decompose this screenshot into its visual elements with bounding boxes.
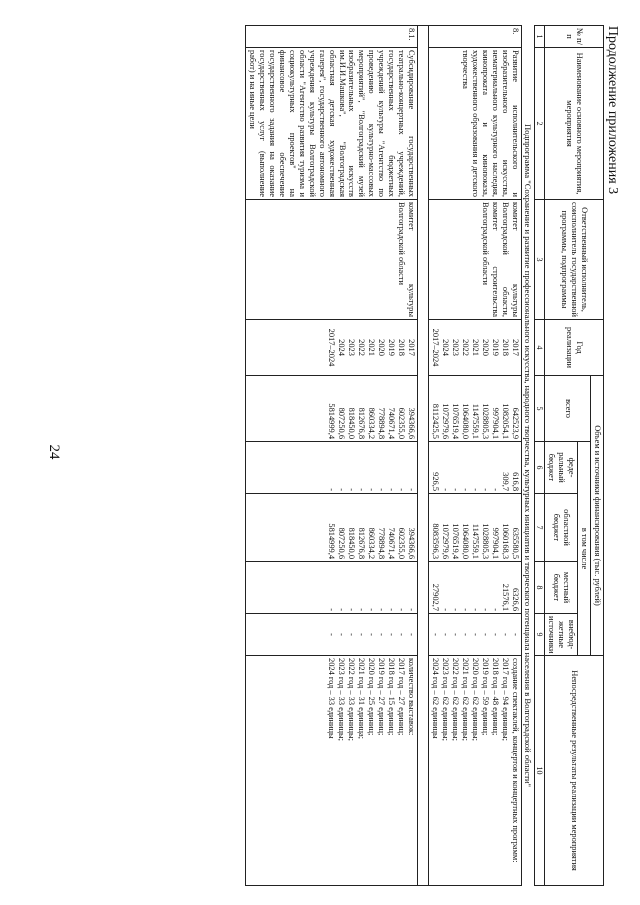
funding-table-sheet — [124, 25, 604, 885]
header-extra: внебюд- жетные источники — [545, 614, 578, 656]
cell-line: 2018 год – 15 единиц; — [386, 658, 396, 736]
cell-line: 1064080,0 — [460, 523, 470, 559]
cell-line: - — [366, 633, 376, 636]
cell-line: - — [356, 488, 366, 491]
cell-line: 2024 год – 62 единицы — [430, 658, 440, 739]
cell-line: - — [396, 633, 406, 636]
row-regional — [246, 494, 417, 562]
row-total — [428, 376, 521, 442]
cell-line: 642523,9 — [510, 407, 520, 439]
cell-line: 2023 год – 33 единицы; — [336, 658, 346, 741]
cell-line: 1072979,6 — [440, 403, 450, 439]
cell-line: - — [490, 633, 500, 636]
cell-line: 635580,5 — [510, 527, 520, 559]
cell-line: 2021 год – 62 единицы; — [460, 658, 470, 741]
cell-line: - — [460, 633, 470, 636]
cell-line: 778894,8 — [376, 407, 386, 439]
cell-line: 8083596,3 — [430, 523, 440, 559]
cell-line: 5814999,4 — [326, 523, 336, 559]
cell-line: 1072979,6 — [440, 523, 450, 559]
cell-line: - — [440, 488, 450, 491]
cell-line: 602355,0 — [396, 407, 406, 439]
cell-line: 2021 — [366, 339, 376, 356]
cell-line: - — [336, 633, 346, 636]
cell-line: 2022 год – 33 единицы; — [346, 658, 356, 741]
cell-line: 2024 — [440, 339, 450, 356]
cell-line: 2018 — [396, 339, 406, 356]
cell-line: - — [480, 488, 490, 491]
row-extra — [246, 614, 417, 656]
cell-line: - — [490, 608, 500, 611]
cell-line: 602355,0 — [396, 527, 406, 559]
col-number: 4 — [535, 320, 545, 376]
cell-line: 812676,8 — [356, 407, 366, 439]
header-federal: феде- ральный бюджет — [545, 442, 578, 494]
cell-line: 2022 — [356, 339, 366, 356]
cell-line: - — [376, 488, 386, 491]
col-number: 6 — [535, 442, 545, 494]
col-number: 3 — [535, 200, 545, 320]
subprogram-title: Подпрограмма "Сохранение и развитие профессионального искусства, народного творчества, культурных инициатив и творческого потенциала населения в Волгоградской области" — [523, 123, 534, 788]
cell-line: - — [440, 608, 450, 611]
cell-line: 812676,8 — [356, 527, 366, 559]
row-regional — [428, 494, 521, 562]
cell-line: - — [386, 633, 396, 636]
cell-line: 2023 — [450, 339, 460, 356]
header-results: Непосредственные результаты реализации мероприятия — [545, 656, 604, 886]
cell-line: 1082054,1 — [500, 403, 510, 439]
cell-line: 2019 — [490, 339, 500, 356]
cell-line: 818450,0 — [346, 407, 356, 439]
header-name: Наименование основного мероприятия, мероприятия — [545, 48, 604, 200]
cell-line: - — [460, 488, 470, 491]
cell-line: - — [346, 488, 356, 491]
header-year: Год реализации — [545, 320, 604, 376]
row-years — [246, 320, 417, 376]
cell-line: 807250,6 — [336, 407, 346, 439]
col-number: 8 — [535, 562, 545, 614]
cell-line: 27902,7 — [430, 583, 440, 611]
cell-line: 2021 — [470, 339, 480, 356]
row-results — [246, 656, 417, 886]
cell-line: 1028805,3 — [480, 403, 490, 439]
cell-line: 926,5 — [430, 472, 440, 491]
header-funding: Объем и источники финансирования (тыс. рублей) — [591, 376, 604, 656]
cell-line: 394366,6 — [406, 527, 416, 559]
cell-line: 394366,6 — [406, 407, 416, 439]
cell-line: - — [460, 608, 470, 611]
table-row — [246, 26, 417, 886]
cell-line: - — [356, 633, 366, 636]
cell-line: 2019 год – 27 единиц; — [376, 658, 386, 736]
cell-line: 5814999,4 — [326, 403, 336, 439]
header-local: местный бюджет — [545, 562, 578, 614]
cell-line: - — [406, 633, 416, 636]
cell-line: - — [450, 608, 460, 611]
cell-line: - — [406, 488, 416, 491]
row-extra — [428, 614, 521, 656]
cell-line: 2022 год – 62 единицы; — [450, 658, 460, 741]
cell-line: - — [430, 633, 440, 636]
col-number: 7 — [535, 494, 545, 562]
cell-line: 1147559,1 — [470, 403, 480, 439]
cell-line: - — [440, 633, 450, 636]
cell-line: 2023 год – 62 единицы; — [440, 658, 450, 741]
cell-line: - — [470, 488, 480, 491]
cell-line: 21576,1 — [500, 583, 510, 611]
cell-line: 2020 год – 62 единицы; — [470, 658, 480, 741]
cell-line: 2017 год – 27 единиц; — [396, 658, 406, 736]
cell-line: 2024 — [336, 339, 346, 356]
cell-line: - — [376, 608, 386, 611]
header-num: № п/п — [545, 26, 604, 48]
cell-line: 2020 — [376, 339, 386, 356]
row-executor: комитет культуры Волгоградской области, комитет строительства Волгоградской области — [428, 200, 521, 320]
row-total — [246, 376, 417, 442]
cell-line: 1076519,4 — [450, 403, 460, 439]
col-number: 5 — [535, 376, 545, 442]
row-years — [428, 320, 521, 376]
cell-line: 2018 — [500, 339, 510, 356]
column-number-row — [535, 26, 545, 886]
cell-line: количество выставок: — [406, 658, 416, 736]
col-number: 2 — [535, 48, 545, 200]
cell-line: 1076519,4 — [450, 523, 460, 559]
cell-line: - — [366, 488, 376, 491]
cell-line: 997904,1 — [490, 527, 500, 559]
row-local — [246, 562, 417, 614]
cell-line: - — [326, 608, 336, 611]
cell-line: 2019 — [386, 339, 396, 356]
cell-line: создание спектаклей, концертов и концертных программ: — [510, 658, 520, 863]
header-executor: Ответственный исполнитель, соисполнитель государственной программы, подпрограммы — [545, 200, 604, 320]
cell-line: 2024 год – 33 единицы — [326, 658, 336, 739]
cell-line: 2021 год – 31 единица; — [356, 658, 366, 739]
cell-line: - — [480, 633, 490, 636]
cell-line: - — [346, 608, 356, 611]
cell-line: 2018 год – 48 единиц; — [490, 658, 500, 736]
header-including: в том числе — [578, 442, 591, 656]
cell-line: - — [480, 608, 490, 611]
cell-line: - — [366, 608, 376, 611]
appendix-label: Продолжение приложения 3 — [605, 25, 620, 195]
cell-line: 1028805,3 — [480, 523, 490, 559]
cell-line: - — [406, 608, 416, 611]
cell-line: - — [500, 633, 510, 636]
cell-line: 309,7 — [500, 472, 510, 491]
row-local — [428, 562, 521, 614]
row-results — [428, 656, 521, 886]
cell-line: - — [326, 633, 336, 636]
cell-line: - — [336, 488, 346, 491]
row-executor: комитет культуры Волгоградской области — [246, 200, 417, 320]
row-name: Субсидирование государственных театрально-концертных учреждений, государственных бюджетных учреждений культуры "Агентство по проведению культурно-массовых мероприятий", "Волгоградский музей изобразительных искусств им.И.И.Машкова", "Волгоградская областная детская художественная галерея", государственного автономного учреждения культуры Волгоградской области "Агентство развития туризма и социокультурных проектов" на финансовое обеспечение государственного задания на оказание государственных услуг (выполнение работ) и на иные цели — [246, 48, 417, 200]
cell-line: - — [396, 608, 406, 611]
cell-line: - — [450, 633, 460, 636]
cell-line: - — [450, 488, 460, 491]
row-number: 8.1. — [246, 26, 417, 48]
header-regional: областной бюджет — [545, 494, 578, 562]
row-number: 8. — [428, 26, 521, 48]
col-number: 1 — [535, 26, 545, 48]
cell-line: 8112425,5 — [430, 403, 440, 439]
row-federal — [428, 442, 521, 494]
cell-line: 860334,2 — [366, 527, 376, 559]
cell-line: 860334,2 — [366, 407, 376, 439]
cell-line: 778894,8 — [376, 527, 386, 559]
cell-line: 807250,6 — [336, 527, 346, 559]
cell-line: 2017–2024 — [430, 328, 440, 367]
cell-line: 2017 — [510, 339, 520, 356]
cell-line: 2023 — [346, 339, 356, 356]
cell-line: 1060168,3 — [500, 523, 510, 559]
cell-line: - — [346, 633, 356, 636]
funding-table — [245, 25, 604, 886]
row-name: Развитие исполнительского и изобразительного искусства, нематериального культурного наследия, кинопроката и кинопоказа, художественного образования и детского творчества — [428, 48, 521, 200]
row-federal — [246, 442, 417, 494]
cell-line: 997904,1 — [490, 407, 500, 439]
col-number: 9 — [535, 614, 545, 656]
page-number: 24 — [46, 444, 62, 460]
header-total: всего — [545, 376, 591, 442]
cell-line: - — [470, 633, 480, 636]
cell-line: - — [490, 488, 500, 491]
table-row — [428, 26, 521, 886]
cell-line: 616,8 — [510, 472, 520, 491]
cell-line: - — [336, 608, 346, 611]
cell-line: - — [510, 633, 520, 636]
cell-line: - — [386, 488, 396, 491]
cell-line: 2019 год – 59 единиц; — [480, 658, 490, 736]
cell-line: - — [356, 608, 366, 611]
cell-line: - — [376, 633, 386, 636]
col-number: 10 — [535, 656, 545, 886]
cell-line: 740671,4 — [386, 407, 396, 439]
cell-line: - — [470, 608, 480, 611]
cell-line: 2017 год – 94 единицы; — [500, 658, 510, 741]
cell-line: 2020 — [480, 339, 490, 356]
cell-line: - — [396, 488, 406, 491]
cell-line: 6326,6 — [510, 587, 520, 611]
cell-line: 2020 год – 25 единиц; — [366, 658, 376, 736]
cell-line: - — [326, 488, 336, 491]
cell-line: 1064080,0 — [460, 403, 470, 439]
cell-line: - — [386, 608, 396, 611]
cell-line: 1147559,1 — [470, 523, 480, 559]
cell-line: 2017–2024 — [326, 328, 336, 367]
cell-line: 2017 — [406, 339, 416, 356]
cell-line: 740671,4 — [386, 527, 396, 559]
cell-line: 818450,0 — [346, 527, 356, 559]
cell-line: 2022 — [460, 339, 470, 356]
